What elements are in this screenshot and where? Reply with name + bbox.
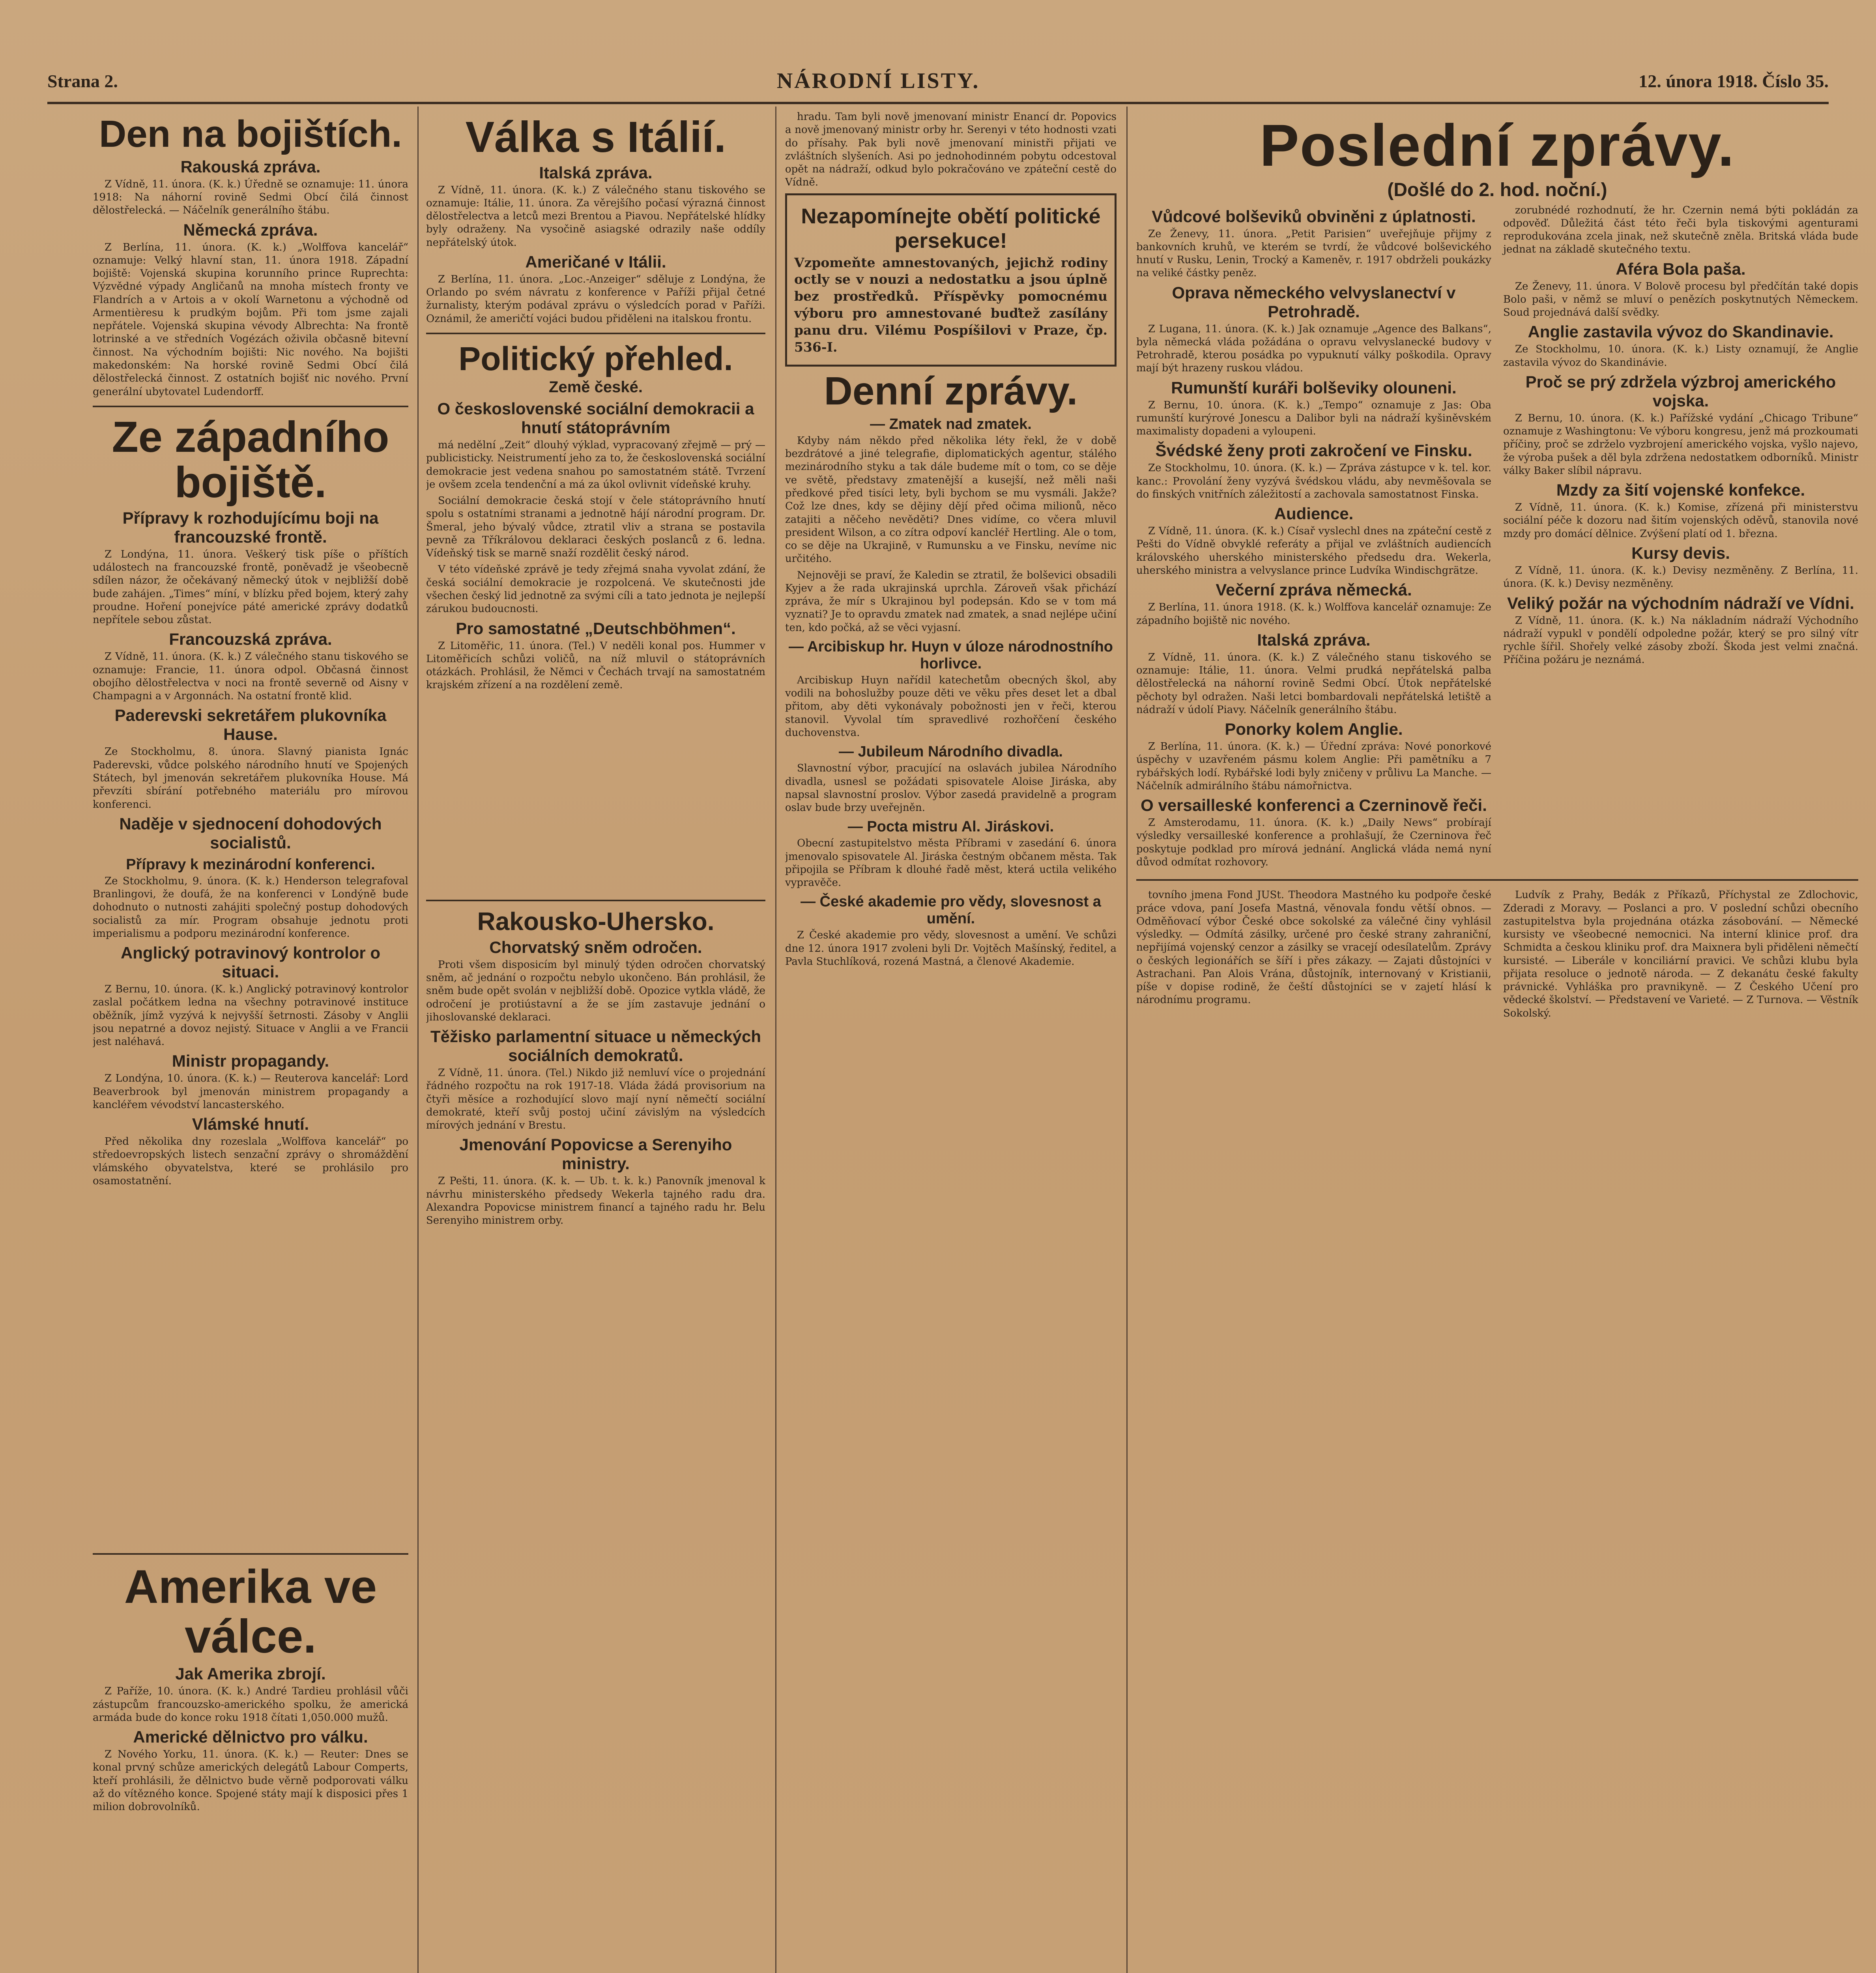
subhead: Naděje v sjednocení dohodových socialistů.	[119, 814, 382, 852]
column-rule	[1126, 107, 1128, 1973]
subhead: Oprava německého velvyslanectví v Petrohradě.	[1172, 283, 1456, 321]
subhead: Aféra Bola paša.	[1616, 259, 1746, 278]
article-text: Z Londýna, 10. února. (K. k.) — Reuterova kancelář: Lord Beaverbrook byl jmenován ministrem propagandy a kancléřem vévodství lancasterského.	[93, 1073, 408, 1111]
bottom-columns	[1136, 889, 1858, 1023]
subhead: Pro samostatné „Deutschböhmen“.	[456, 619, 736, 638]
divider	[1136, 879, 1858, 881]
article-text: Z Berlína, 11. února 1918. (K. k.) Wolffova kancelář oznamuje: Ze západního bojiště nic nového.	[1136, 601, 1491, 627]
headline-zapad: Ze západního bojiště.	[112, 412, 389, 507]
newspaper-title: NÁRODNÍ LISTY.	[776, 69, 980, 93]
article-text: Z Bernu, 10. února. (K. k.) „Tempo“ oznamuje z Jas: Oba rumunští kurýrové Jonescu a Dalibor byli na nádraží kyšiněvském maximalisty dopadeni a vyloupeni.	[1136, 399, 1491, 438]
subhead: Přípravy k rozhodujícímu boji na francouzské frontě.	[122, 508, 379, 546]
subhead: Vlámské hnutí.	[192, 1115, 309, 1134]
article-text: Z Amsterodamu, 11. února. (K. k.) „Daily News“ probírají výsledky versailleské konference a prohlašují, že Czerninova řeč poskytuje podklad pro mírová jednání. Anglická vláda nemá nyní důvod odmítat rozhovory.	[1136, 817, 1491, 868]
article-text: Z Londýna, 11. února. Veškerý tisk píše o příštích událostech na francouzské frontě, poněvadž je všeobecně sdílen názor, že očekávaný německý útok v nejbližší době bude zahájen. „Times“ míní, v blízku před bojem, který zahy proudne. Hoření ponejvíce páté americké zprávy dodatků nepřítele sebou zůstat.	[93, 548, 408, 626]
subhead: Ponorky kolem Anglie.	[1225, 720, 1403, 739]
column-rule	[775, 107, 776, 1973]
headline-amerika: Amerika ve válce.	[124, 1560, 377, 1663]
subhead: — Zmatek nad zmatek.	[870, 416, 1032, 432]
article-text: V této vídeňské zprávě je tedy zřejmá snaha vyvolat zdání, že česká sociální demokracie je rozpolcená. Ve skutečnosti jde všechen český lid jednotně za svými cíli a tato jednota je nejlepší zárukou budoucnosti.	[426, 563, 765, 615]
headline-valka: Válka s Itálií.	[465, 113, 726, 161]
subhead: Francouzská zpráva.	[169, 630, 332, 649]
article-text: Před několika dny rozeslala „Wolffova kancelář“ po středoevropských listech senzační zprávy o shromáždění vlámského obyvatelstva, které se prohlásilo pro osamostatnění.	[93, 1136, 408, 1187]
article-text: zorubnédé rozhodnutí, že hr. Czernin nemá býti pokládán za odpověď. Důležitá část této řeči byla tiskovými agenturami reprodukována zcela jinak, než skutečně zněla. Britská vláda bude jednat na základě skutečného textu.	[1503, 204, 1858, 256]
article-text: Z Vídně, 11. února. (K. k.) Císař vyslechl dnes na zpáteční cestě z Pešti do Vídně obvyklé referáty a přijal ve zvláštních audiencích královského uherského ministerského předsedu dra. Wekerla, uherského ministra a velvyslance prince Ludvíka Windischgrätze.	[1136, 525, 1491, 577]
article-text: Sociální demokracie česká stojí v čele státoprávního hnutí spolu s ostatními stranami a jednotně hájí národní program. Dr. Šmeral, jeho bývalý vůdce, ztratil vliv a strana se postavila pevně za Tříkrálovou deklaraci českých poslanců z 6. ledna. Vídeňský tisk se marně snaží rozdělit český národ.	[426, 495, 765, 560]
subhead: Ministr propagandy.	[172, 1052, 329, 1071]
headline-politicky: Politický přehled.	[458, 340, 733, 377]
subhead: Americké dělnictvo pro válku.	[133, 1728, 368, 1746]
article-text: Z Berlína, 11. února. „Loc.-Anzeiger“ sděluje z Londýna, že Orlando po svém návratu z konference v Paříži přijal četné žurnalisty, kterým podával zprávu o výsledcích porad v Paříži. Oznámil, že američtí vojáci budou přiděleni na italskou frontu.	[426, 273, 765, 325]
column-1	[93, 110, 408, 1973]
article-text: Nejnověji se praví, že Kaledin se ztratil, že bolševici obsadili Kyjev a že rada ukrajinská uprchla. Zároveň však přichází zpráva, že mír s Ukrajinou byl podepsán. Kdo se v tom má vyznati? Je to opravdu zmatek nad zmatek, a snad nejlépe učiní ten, kdo počká, až se věci vyjasní.	[785, 569, 1117, 634]
late-news-columns	[1136, 204, 1858, 872]
subhead: Jak Amerika zbrojí.	[175, 1664, 326, 1683]
masthead-rule	[47, 102, 1829, 104]
subhead: O versailleské konferenci a Czerninově řeči.	[1141, 796, 1487, 815]
article-text: Z Paříže, 10. února. (K. k.) André Tardieu prohlásil vůči zástupcům francouzsko-amerického spolku, že americká armáda bude do konce roku 1918 čítati 1,050.000 mužů.	[93, 1685, 408, 1724]
subhead: — Pocta mistru Al. Jiráskovi.	[847, 818, 1054, 835]
article-text: Kdyby nám někdo před několika léty řekl, že v době bezdrátové a jiné telegrafie, diplomatických agentur, stálého mezinárodního styku a tak dále budeme mít o tom, co se děje ve světě, představy zmatenější a kusejší, než měli naši předkové před tisíci lety, byli bychom se mu vysmáli. Jakže? Což lze dnes, kdy se dějiny dějí před očima milionů, něco zatajiti a něčeho nevěděti? Dnes vidíme, co včera mluvil president Wilson, a co zítra odpoví kancléř Hertling. Ale o tom, co se děje na Ukrajině, v Rumunsku a ve Finsku, nevíme nic určitého.	[785, 434, 1117, 565]
subhead: Italská zpráva.	[1257, 630, 1371, 649]
column-2	[426, 110, 765, 1973]
subhead: Vůdcové bolševiků obviněni z úplatnosti.	[1152, 207, 1476, 226]
article-text: Ze Stockholmu, 10. února. (K. k.) Listy oznamují, že Anglie zastavila vývoz do Skandinávie.	[1503, 343, 1858, 369]
article-text: Ze Stockholmu, 10. února. (K. k.) — Zpráva zástupce v k. tel. kor. kanc.: Provolání ženy vyzývá švédskou vládu, aby nevměšovala se do finských vnitřních záležitostí a zachovala samostatnost Finska.	[1136, 462, 1491, 500]
article-text: Z Vídně, 11. února. (K. k.) Z válečného stanu tiskového se oznamuje: Francie, 11. února odpol. Občasná činnost obojího dělostřelectva v noci na frontě severně od Aisny v Champagni a v Argonnách. Na ostatní frontě klid.	[93, 651, 408, 702]
subhead: O československé sociální demokracii a hnutí státoprávním	[437, 399, 754, 437]
divider	[426, 900, 765, 901]
article-text: Z Litoměřic, 11. února. (Tel.) V neděli konal pos. Hummer v Litoměřicích schůzi voličů, na níž mluvil o státoprávních otázkách. Prohlásil, že Němci v Čechách trvají na samostatném krajském zřízení a na rozdělení země.	[426, 640, 765, 691]
subhead: Těžisko parlamentní situace u německých sociálních demokratů.	[430, 1027, 761, 1065]
divider	[93, 406, 408, 407]
bottom-left	[1136, 889, 1491, 1023]
headline-posledni: Poslední zprávy.	[1259, 112, 1735, 178]
article-text: Z Lugana, 11. února. (K. k.) Jak oznamuje „Agence des Balkans“, byla německá vláda požádána o opravu velvyslanecké budovy v Petrohradě, kterou posádka po vypuknutí války poškodila. Opravy mají být hrazeny ruskou vládou.	[1136, 323, 1491, 374]
article-text: Z Nového Yorku, 11. února. (K. k.) — Reuter: Dnes se konal prvný schůze amerických delegátů Labour Comperts, kteří prohlásili, že dělnictvo bude věrně podporovati válku až do vítězného konce. Spojené státy mají k disposici přes 1 milion dobrovolníků.	[93, 1748, 408, 1813]
subhead: Švédské ženy proti zakročení ve Finsku.	[1155, 441, 1472, 460]
subhead: Veliký požár na východním nádraží ve Vídni.	[1507, 593, 1854, 612]
appeal-title: Nezapomínejte obětí politické persekuce!	[801, 204, 1101, 253]
page-number: Strana 2.	[47, 71, 118, 91]
article-text: Z Bernu, 10. února. (K. k.) Pařížské vydání „Chicago Tribune“ oznamuje z Washingtonu: Ve výboru kongresu, jenž má prozkoumati příčiny, proč se zdrželo vyzbrojení amerického vojska, vyšlo najevo, že výroba pušek a děl byla zdržena nedostatkem odborníků. Ministr války Baker slíbil nápravu.	[1503, 412, 1858, 477]
headline-denni: Denní zprávy.	[824, 369, 1078, 413]
article-text: Z České akademie pro vědy, slovesnost a umění. Ve schůzi dne 12. února 1917 zvoleni byli Dr. Vojtěch Mašínský, ředitel, a Pavla Stuchlíková, rozená Mastná, a členové Akademie.	[785, 929, 1117, 968]
headline-rakousko: Rakousko-Uhersko.	[477, 907, 714, 936]
subhead: Večerní zpráva německá.	[1216, 580, 1412, 599]
subhead: — Jubileum Národního divadla.	[839, 743, 1063, 760]
column-4	[1136, 110, 1858, 1973]
blank-space	[93, 1191, 408, 1546]
article-text: Ze Ženevy, 11. února. „Petit Parisien“ uveřejňuje přijmy z bankovních kruhů, ve kterém se tvrdí, že vůdcové bolševického hnutí v Rusku, Lenin, Trocký a Kameněv, r. 1917 obdrželi poukázky na veliké částky peněz.	[1136, 228, 1491, 279]
article-text: Z Pešti, 11. února. (K. k. — Ub. t. k. k.) Panovník jmenoval k návrhu ministerského předsedy Wekerla tajného radu dra. Alexandra Popovicse ministrem financí a tajného radu hr. Belu Serenyiho ministrem orby.	[426, 1175, 765, 1227]
article-text: tovního jmena Fond JUSt. Theodora Mastného ku podpoře české práce vdova, paní Josefa Mastná, věnovala fondu větší obnos. — Odměňovací výbor České obce sokolské za válečné činy vyhlásil výsledky. — Odmítá zásilky, určené pro české strany zahraniční, nepřijímá vojenský cenzor a zásilky se vracejí odesílatelům. Zprávy o českých legionářích se šíří i přes zákazy. — Zajati důstojníci v Astrachani. Pan Alois Vrána, důstojník, internovaný v Kristianii, píše v dopise rodině, že čeští důstojníci se v zajetí hlásí k národnímu programu.	[1136, 889, 1491, 1006]
subhead: Američané v Itálii.	[525, 252, 666, 271]
subhead: Italská zpráva.	[539, 163, 653, 182]
appeal-box	[785, 193, 1117, 367]
article-text: Z Vídně, 11. února. (K. k.) Devisy nezměněny. Z Berlína, 11. února. (K. k.) Devisy nezměněny.	[1503, 565, 1858, 590]
article-text: Z Vídně, 11. února. (Tel.) Nikdo již nemluví více o projednání řádného rozpočtu na rok 1917-18. Vláda žádá provisorium na čtyři měsíce a rozhodující slovo mají nyní němečtí sociální demokraté, kteří svůj postoj učiní závislým na výsledcích mírových jednání v Brestu.	[426, 1067, 765, 1132]
headline-den: Den na bojištích.	[99, 113, 402, 155]
article-text: Z Vídně, 11. února. (K. k.) Úředně se oznamuje: 11. února 1918: Na náhorní rovině Sedmi Obcí čilá činnost dělostřelecká. — Náčelník generálního štábu.	[93, 178, 408, 217]
late-news-right	[1503, 204, 1858, 872]
article-text: Z Vídně, 11. února. (K. k.) Z válečného stanu tiskového se oznamuje: Itálie, 11. února. Velmi prudká nepřátelská palba dělostřelecká na náhorní rovině Sedmi Obcí. Útok nepřátelské pěchoty byl odražen. Naši letci bombardovali nepřátelská letiště a nádraží v údolí Piavy. Náčelník generálního štábu.	[1136, 651, 1491, 716]
article-text: Z Berlína, 11. února. (K. k.) „Wolffova kancelář“ oznamuje: Velký hlavní stan, 11. února 1918. Západní bojiště: Vojenská skupina korunního prince Ruprechta: Výzvědné výpady Angličanů na mnoha místech fronty ve Flandrích a v Artois a v okolí Warnetonu a východně od Armentièresu k prudkým bojům. Při tom jsme zajali nepřátele. Vojenská skupina vévody Albrechta: Na frontě lotrinské a ve středních Vogézách oživila občasně bitevní činnost. Na východním bojišti: Nic nového. Na bojišti makedonském: Na horské rovině Sedmi Obcí čilá dělostřelecká činnost. Z ostatních bojišť nic nového. První generální ubytovatel Ludendorff.	[93, 241, 408, 398]
article-text: Z Bernu, 10. února. (K. k.) Anglický potravinový kontrolor zaslal počátkem ledna na všechny potravinové instituce oběžník, jímž vyzývá k nejvyšší šetrnosti. Zásoby v Anglii jsou nepatrné a dovoz nejistý. Situace v Anglii a ve Francii jest naléhavá.	[93, 983, 408, 1048]
subhead: — Arcibiskup hr. Huyn v úloze národnostního horlivce.	[789, 638, 1113, 672]
subhead: Anglický potravinový kontrolor o situaci.	[120, 943, 381, 981]
article-text: Z Vídně, 11. února. (K. k.) Na nákladním nádraží Východního nádraží vypukl v pondělí odpoledne požár, který se pro silný vítr rychle šířil. Shořely velké zásoby zboží. Škoda jest velmi značná. Příčina požáru je neznámá.	[1503, 614, 1858, 666]
masthead	[47, 63, 1829, 99]
article-text: Ze Ženevy, 11. února. V Bolově procesu byl předčítán také dopis Bolo paši, v němž se mluví o penězích poskytnutých Německem. Soud projednává další svědky.	[1503, 280, 1858, 319]
blank-space	[426, 695, 765, 893]
subhead: Chorvatský sněm odročen.	[489, 938, 702, 957]
article-text: má nedělní „Zeit“ dlouhý výklad, vypracovaný zřejmě — prý — publicisticky. Neistrumentí jeho za to, že československá sociální demokracie jest vedena snahou po samostatném státě. Tvrzení je ovšem zcela tendenční a má za úkol ovlivnit vídeňské kruhy.	[426, 439, 765, 490]
subhead: — České akademie pro vědy, slovesnost a umění.	[801, 893, 1101, 927]
article-text: Obecní zastupitelstvo města Příbrami v zasedání 6. února jmenovalo spisovatele Al. Jiráska čestným občanem města. Tak připojila se Příbram k dlouhé řadě měst, která uctila velikého vypravěče.	[785, 837, 1117, 889]
late-news-left	[1136, 204, 1491, 872]
column-rule	[417, 107, 419, 1973]
article-text: Z Berlína, 11. února. (K. k.) — Úřední zpráva: Nové ponorkové úspěchy v uzavřeném pásmu kolem Anglie: Při pamětníku a 7 rybářských lodí. Rybářské lodi byly zničeny v průlivu La Manche. — Náčelník admirálního štábu námořnictva.	[1136, 741, 1491, 792]
subhead: Audience.	[1274, 504, 1354, 523]
subhead: Mzdy za šití vojenské konfekce.	[1556, 481, 1805, 500]
subhead: Paderevski sekretářem plukovníka Hause.	[114, 706, 387, 744]
subhead: Německá zpráva.	[183, 220, 318, 239]
article-text: Ze Stockholmu, 9. února. (K. k.) Henderson telegrafoval Branlingovi, že doufá, že na konferenci v Londýně bude dohodnuto o nutnosti zahájiti společný postup dohodových socialistů za mír. Program obsahuje jednotu proti imperialismu a podporu mezinárodní konference.	[93, 875, 408, 940]
subhead: Rumunští kuráři bolševiky olouneni.	[1171, 378, 1457, 397]
subhead: Proč se prý zdržela výzbroj amerického vojska.	[1525, 372, 1836, 410]
bottom-right	[1503, 889, 1858, 1023]
article-text: Z Vídně, 11. února. (K. k.) Komise, zřízená při ministerstvu sociální péče k dozoru nad šitím vojenských oděvů, stanovila nové mzdy pro domácí dělnice. Zvýšení platí od 1. března.	[1503, 502, 1858, 540]
subhead: Rakouská zpráva.	[180, 157, 321, 176]
article-text: hradu. Tam byli nově jmenovaní ministr Enancí dr. Popovics a nově jmenovaný ministr orby hr. Serenyi v této hodnosti vzati do přísahy. Pak byli nově jmenovaní ministři přijati ve zvláštních slyšeních. Asi po jednohodinném pobytu odcestoval opět na nádraží, odkud bylo pokračováno ve zpáteční cestě do Vídně.	[785, 111, 1117, 189]
issue-date: 12. února 1918. Číslo 35.	[1638, 71, 1829, 91]
article-text: Arcibiskup Huyn nařídil katechetům obecných škol, aby vodili na bohoslužby pouze děti ve věku přes deset let a dbal přitom, aby děti vykonávaly pobožnosti jen v řeči, kterou stanovil. Vyvolal tím spravedlivé rozhořčení českého duchovenstva.	[785, 674, 1117, 739]
subhead: Země české.	[549, 378, 643, 396]
subhead: Jmenování Popovicse a Serenyiho ministry.	[459, 1135, 732, 1173]
divider	[426, 333, 765, 334]
article-text: Proti všem disposicím byl minulý týden odročen chorvatský sněm, ač jednání o rozpočtu nebylo ukončeno. Bán prohlásil, že sněm bude opět svolán v nejbližší době. Opozice vytkla vládě, že odročení je protiústavní a že se jím zastavuje jednání o jihoslovanské deklaraci.	[426, 958, 765, 1023]
appeal-text: Vzpomeňte amnestovaných, jejichž rodiny octly se v nouzi a nedostatku a jsou úplně bez prostředků. Příspěvky pomocnému výboru pro amnestované buďtež zasílány panu dru. Vilému Pospíšilovi v Praze, čp. 536-I.	[794, 255, 1107, 355]
subhead: Kursy devis.	[1631, 544, 1730, 563]
column-3	[785, 110, 1117, 1973]
divider	[93, 1553, 408, 1555]
article-text: Ludvík z Prahy, Bedák z Příkazů, Příchystal ze Zdlochovic, Zderadi z Moravy. — Poslanci a pro. V poslední schůzi obecního zastupitelstva byla projednána otázka zásobování. — Německé kursisty ve všeobecné nemocnici. Na interní klinice prof. dra Schmidta a českou kliniku prof. dra Maixnera byli přiděleni němečtí kursisté. — Liberále v konciliární pravici. Ve schůzi klubu byla přijata resoluce o jednotě národa. — Z dekanátu české fakulty právnické. Vyhláška pro pravnikyně. — Z Českého Učení pro vědecké školství. — Představení ve Varieté. — Z Turnova. — Věstník Sokolský.	[1503, 889, 1858, 1019]
article-text: Slavnostní výbor, pracující na oslavách jubilea Národního divadla, usnesl se požádati spisovatele Aloise Jiráska, aby napsal slavnostní proslov. Výbor zasedá pravidelně a program oslav bude brzy uveřejněn.	[785, 762, 1117, 814]
subhead-small: Přípravy k mezinárodní konferenci.	[126, 856, 375, 873]
subhead: Anglie zastavila vývoz do Skandinavie.	[1528, 322, 1834, 341]
subhead: (Došlé do 2. hod. noční.)	[1387, 179, 1607, 200]
article-text: Z Vídně, 11. února. (K. k.) Z válečného stanu tiskového se oznamuje: Itálie, 11. února. Za věrejšího počasí výrazná činnost dělostřelectva a letců mezi Brentou a Piavou. Nepřátelské hlídky byly odraženy. Na vysočině asiagské odrazily naše oddíly nepřátelský útok.	[426, 184, 765, 249]
article-text: Ze Stockholmu, 8. února. Slavný pianista Ignác Paderevski, vůdce polského národního hnutí ve Spojených Státech, byl jmenován sekretářem plukovníka House. Má převzíti sbírání potřebného materiálu pro mírovou konferenci.	[93, 746, 408, 811]
